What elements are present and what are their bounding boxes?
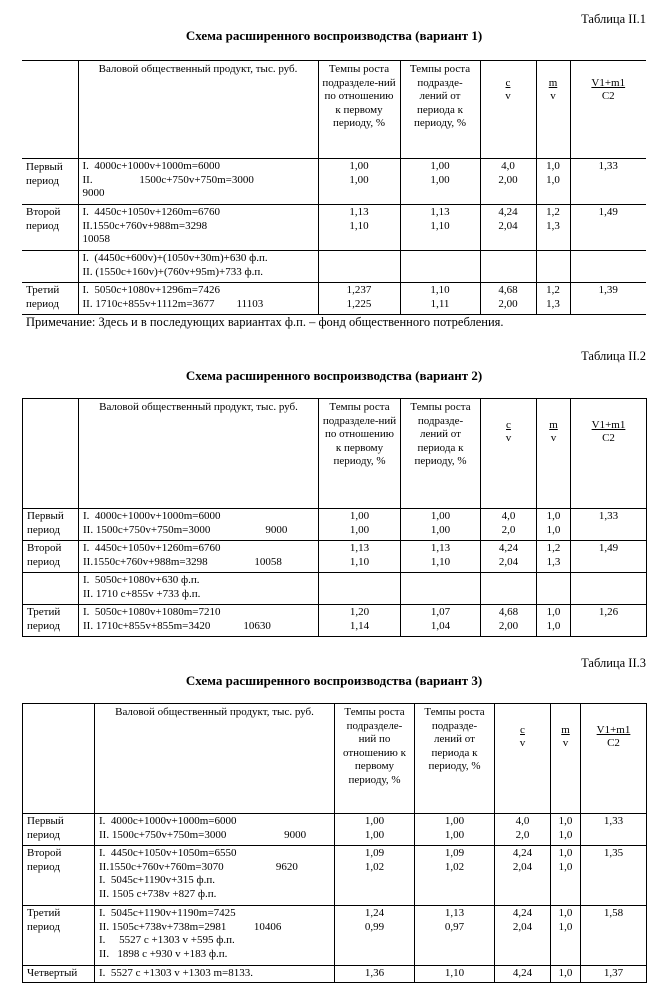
product-cell: I. 4450c+1050v+1260m=6760 II.1550c+760v+988m=3298 10058 [78, 205, 318, 251]
period-cell: Четвертый [23, 966, 95, 983]
table-row [23, 573, 647, 605]
m-v-cell: 1,0 1,0 [551, 814, 581, 846]
c-v-cell: 4,24 2,04 [481, 541, 537, 573]
v-m-c-cell: 1,33 [571, 509, 647, 541]
rate-period-cell: 1,00 1,00 [401, 509, 481, 541]
table-row [23, 509, 647, 541]
rate-first-cell: 1,00 1,00 [319, 509, 401, 541]
rate-period-cell: 1,13 1,10 [401, 541, 481, 573]
table-note: Примечание: Здесь и в последующих вариантах ф.п. – фонд общественного потребления. [26, 315, 504, 329]
rate-period-cell [400, 251, 480, 283]
m-v-cell: 1,0 [551, 966, 581, 983]
table-title: Схема расширенного воспроизводства (вариант 3) [185, 673, 483, 688]
header-m-v: $\frac{m}{v}$ [536, 61, 570, 159]
rate-period-cell: 1,09 1,02 [415, 846, 495, 906]
table-label: Таблица II.1 [581, 12, 646, 26]
rate-first-cell [318, 251, 400, 283]
period-cell [22, 251, 78, 283]
product-cell: I. 5527 c +1303 v +1303 m=8133. [95, 966, 335, 983]
table-row [23, 846, 647, 906]
header-period [23, 704, 95, 814]
header-m-v: $\frac{m}{v}$ [551, 704, 581, 814]
m-v-cell: 1,2 1,3 [536, 283, 570, 315]
header-c-v: $\frac{c}{v}$ [481, 399, 537, 509]
header-rate-period: Темпы роста подразде-лений от периода к периоду, % [400, 61, 480, 159]
rate-first-cell: 1,36 [335, 966, 415, 983]
period-cell: Второй период [22, 205, 78, 251]
table-label: Таблица II.2 [581, 349, 646, 363]
c-v-cell: 4,24 2,04 [480, 205, 536, 251]
header-period [23, 399, 79, 509]
product-cell: I. 4000c+1000v+1000m=6000 II. 1500c+750v+750m=3000 9000 [95, 814, 335, 846]
v-m-c-cell: 1,35 [581, 846, 647, 906]
period-cell: Первый период [23, 814, 95, 846]
product-cell: I. (4450c+600v)+(1050v+30m)+630 ф.п. II. (1550c+160v)+(760v+95m)+733 ф.п. [78, 251, 318, 283]
period-cell: Первый период [22, 159, 78, 205]
header-v-m-c: $\frac{V1+m1}{C2}$ [581, 704, 647, 814]
rate-first-cell: 1,237 1,225 [318, 283, 400, 315]
period-cell: Третий период [23, 605, 79, 637]
rate-period-cell: 1,10 1,11 [400, 283, 480, 315]
header-rate-period: Темпы роста подразде-лений от периода к периоду, % [415, 704, 495, 814]
rate-first-cell: 1,09 1,02 [335, 846, 415, 906]
rate-period-cell: 1,10 [415, 966, 495, 983]
c-v-cell: 4,24 [495, 966, 551, 983]
period-cell: Второй период [23, 846, 95, 906]
period-cell: Третий период [23, 906, 95, 966]
period-cell: Третий период [22, 283, 78, 315]
v-m-c-cell [570, 251, 646, 283]
reproduction-table-2 [22, 398, 647, 637]
v-m-c-cell [571, 573, 647, 605]
m-v-cell: 1,0 1,0 [551, 906, 581, 966]
v-m-c-cell: 1,37 [581, 966, 647, 983]
table-row [22, 251, 646, 283]
product-cell: I. 5050c+1080v+1296m=7426 II. 1710c+855v+1112m=3677 11103 [78, 283, 318, 315]
header-period [22, 61, 78, 159]
v-m-c-cell: 1,49 [571, 541, 647, 573]
product-cell: I. 5045c+1190v+1190m=7425 II. 1505c+738v+738m=2981 10406 I. 5527 c +1303 v +595 ф.п. II. 1898 c +930 v +183 ф.п. [95, 906, 335, 966]
header-rate-first: Темпы роста подразделе-ний по отношению к первому периоду, % [319, 399, 401, 509]
table-row [22, 205, 646, 251]
table-row [23, 906, 647, 966]
product-cell: I. 4450c+1050v+1260m=6760 II.1550c+760v+988m=3298 10058 [79, 541, 319, 573]
rate-period-cell: 1,13 0,97 [415, 906, 495, 966]
product-cell: I. 5050c+1080v+630 ф.п. II. 1710 c+855v +733 ф.п. [79, 573, 319, 605]
product-cell: I. 4450c+1050v+1050m=6550 II.1550c+760v+760m=3070 9620 I. 5045c+1190v+315 ф.п. II. 1505 c+738v +827 ф.п. [95, 846, 335, 906]
m-v-cell [536, 251, 570, 283]
m-v-cell: 1,2 1,3 [536, 205, 570, 251]
reproduction-table-3 [22, 703, 647, 983]
rate-first-cell: 1,20 1,14 [319, 605, 401, 637]
table-title: Схема расширенного воспроизводства (вариант 2) [185, 368, 483, 383]
header-v-m-c: $\frac{V1+m1}{C2}$ [570, 61, 646, 159]
table-row [22, 159, 646, 205]
v-m-c-cell: 1,33 [570, 159, 646, 205]
rate-period-cell: 1,07 1,04 [401, 605, 481, 637]
m-v-cell: 1,0 1,0 [537, 605, 571, 637]
rate-period-cell: 1,00 1,00 [415, 814, 495, 846]
header-rate-first: Темпы роста подразделе-ний по отношению к первому периоду, % [335, 704, 415, 814]
v-m-c-cell: 1,33 [581, 814, 647, 846]
v-m-c-cell: 1,49 [570, 205, 646, 251]
v-m-c-cell: 1,26 [571, 605, 647, 637]
table-row [23, 605, 647, 637]
header-c-v: $\frac{c}{v}$ [495, 704, 551, 814]
v-m-c-cell: 1,39 [570, 283, 646, 315]
v-m-c-cell: 1,58 [581, 906, 647, 966]
c-v-cell: 4,68 2,00 [480, 283, 536, 315]
m-v-cell: 1,0 1,0 [536, 159, 570, 205]
period-cell [23, 573, 79, 605]
c-v-cell [481, 573, 537, 605]
c-v-cell: 4,24 2,04 [495, 846, 551, 906]
m-v-cell [537, 573, 571, 605]
product-cell: I. 4000c+1000v+1000m=6000 II. 1500c+750v+750m=3000 9000 [79, 509, 319, 541]
c-v-cell: 4,0 2,00 [480, 159, 536, 205]
m-v-cell: 1,0 1,0 [551, 846, 581, 906]
header-product: Валовой общественный продукт, тыс. руб. [78, 61, 318, 159]
rate-first-cell: 1,13 1,10 [319, 541, 401, 573]
rate-first-cell: 1,00 1,00 [335, 814, 415, 846]
table-title: Схема расширенного воспроизводства (вариант 1) [185, 28, 483, 43]
product-cell: I. 5050c+1080v+1080m=7210 II. 1710c+855v+855m=3420 10630 [79, 605, 319, 637]
c-v-cell: 4,0 2,0 [481, 509, 537, 541]
period-cell: Первый период [23, 509, 79, 541]
rate-first-cell: 1,13 1,10 [318, 205, 400, 251]
table-row [23, 541, 647, 573]
header-m-v: $\frac{m}{v}$ [537, 399, 571, 509]
rate-first-cell [319, 573, 401, 605]
table-row [22, 283, 646, 315]
c-v-cell [480, 251, 536, 283]
rate-first-cell: 1,24 0,99 [335, 906, 415, 966]
product-cell: I. 4000c+1000v+1000m=6000 II. 1500c+750v+750m=3000 9000 [78, 159, 318, 205]
reproduction-table-1 [22, 60, 646, 315]
table-label: Таблица II.3 [581, 656, 646, 670]
period-cell: Второй период [23, 541, 79, 573]
c-v-cell: 4,68 2,00 [481, 605, 537, 637]
header-v-m-c: $\frac{V1+m1}{C2}$ [571, 399, 647, 509]
header-rate-period: Темпы роста подразде-лений от периода к периоду, % [401, 399, 481, 509]
c-v-cell: 4,24 2,04 [495, 906, 551, 966]
table-row [23, 814, 647, 846]
header-product: Валовой общественный продукт, тыс. руб. [79, 399, 319, 509]
rate-first-cell: 1,00 1,00 [318, 159, 400, 205]
header-product: Валовой общественный продукт, тыс. руб. [95, 704, 335, 814]
m-v-cell: 1,0 1,0 [537, 509, 571, 541]
rate-period-cell [401, 573, 481, 605]
m-v-cell: 1,2 1,3 [537, 541, 571, 573]
header-rate-first: Темпы роста подразделе-ний по отношению к первому периоду, % [318, 61, 400, 159]
table-row [23, 966, 647, 983]
rate-period-cell: 1,13 1,10 [400, 205, 480, 251]
c-v-cell: 4,0 2,0 [495, 814, 551, 846]
rate-period-cell: 1,00 1,00 [400, 159, 480, 205]
header-c-v: $\frac{c}{v}$ [480, 61, 536, 159]
